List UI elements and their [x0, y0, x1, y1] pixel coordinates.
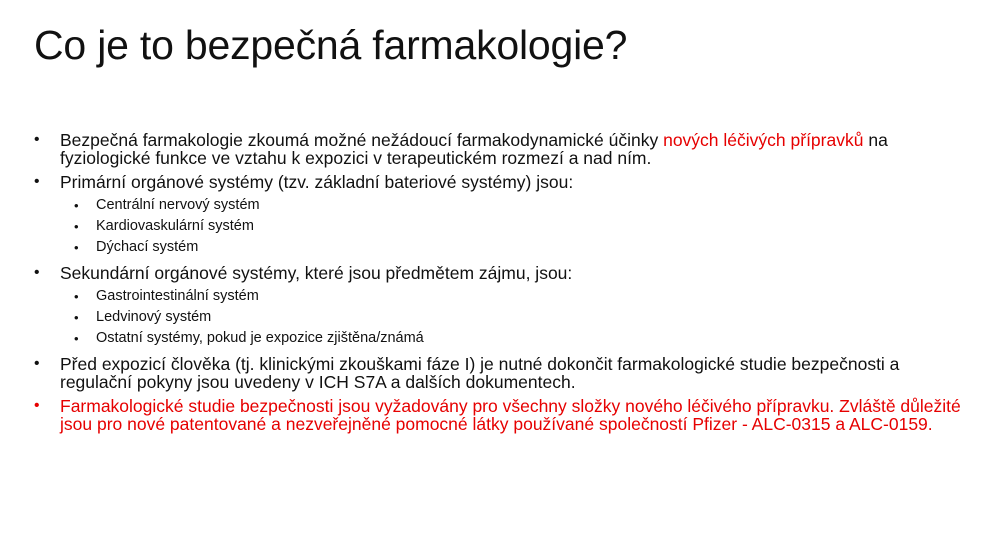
- bullet-text: Primární orgánové systémy (tzv. základní bateriové systémy) jsou:: [60, 172, 574, 192]
- bullet-icon: •: [34, 397, 40, 414]
- bullet-item-human-exposure: [32, 355, 972, 391]
- sub-bullet-list: [60, 286, 972, 349]
- bullet-text: Farmakologické studie bezpečnosti jsou vyžadovány pro všechny složky nového léčivého přípravku. Zvláště důležité jsou pro nové patentované a nezveřejněné pomocné látky používané společností Pfizer - ALC-0315 a ALC-0159.: [60, 396, 961, 434]
- bullet-icon: •: [74, 310, 79, 325]
- bullet-icon: •: [74, 219, 79, 234]
- bullet-item-pfizer-excipients: [32, 397, 972, 433]
- sub-bullet-item: [60, 216, 972, 237]
- bullet-item-definition: [32, 131, 972, 167]
- sub-bullet-item: [60, 195, 972, 216]
- bullet-item-primary-systems: [32, 173, 972, 258]
- bullet-list: [32, 131, 972, 433]
- sub-bullet-text: Kardiovaskulární systém: [96, 218, 254, 234]
- bullet-icon: •: [34, 355, 40, 372]
- bullet-icon: •: [34, 264, 40, 281]
- bullet-icon: •: [74, 240, 79, 255]
- slide-content: [32, 131, 972, 439]
- bullet-icon: •: [74, 331, 79, 346]
- bullet-text: Před expozicí člověka (tj. klinickými zkouškami fáze I) je nutné dokončit farmakologické studie bezpečnosti a regulační pokyny jsou uvedeny v ICH S7A a dalších dokumentech.: [60, 354, 900, 392]
- bullet-text: na fyziologické funkce ve vztahu k expozici v terapeutickém rozmezí a nad ním.: [60, 130, 888, 168]
- sub-bullet-item: [60, 286, 972, 307]
- bullet-icon: •: [34, 131, 40, 148]
- highlight-text: nových léčivých přípravků: [663, 130, 864, 150]
- bullet-text: Sekundární orgánové systémy, které jsou předmětem zájmu, jsou:: [60, 263, 573, 283]
- sub-bullet-text: Gastrointestinální systém: [96, 288, 259, 304]
- bullet-icon: •: [74, 289, 79, 304]
- bullet-icon: •: [74, 198, 79, 213]
- sub-bullet-item: [60, 328, 972, 349]
- sub-bullet-text: Centrální nervový systém: [96, 197, 260, 213]
- sub-bullet-item: [60, 237, 972, 258]
- sub-bullet-text: Dýchací systém: [96, 239, 199, 255]
- sub-bullet-text: Ostatní systémy, pokud je expozice zjištěna/známá: [96, 330, 424, 346]
- bullet-item-secondary-systems: [32, 264, 972, 349]
- sub-bullet-item: [60, 307, 972, 328]
- slide-title: Co je to bezpečná farmakologie?: [34, 22, 628, 68]
- bullet-icon: •: [34, 173, 40, 190]
- sub-bullet-list: [60, 195, 972, 258]
- bullet-text: Bezpečná farmakologie zkoumá možné nežádoucí farmakodynamické účinky: [60, 130, 664, 150]
- sub-bullet-text: Ledvinový systém: [96, 309, 212, 325]
